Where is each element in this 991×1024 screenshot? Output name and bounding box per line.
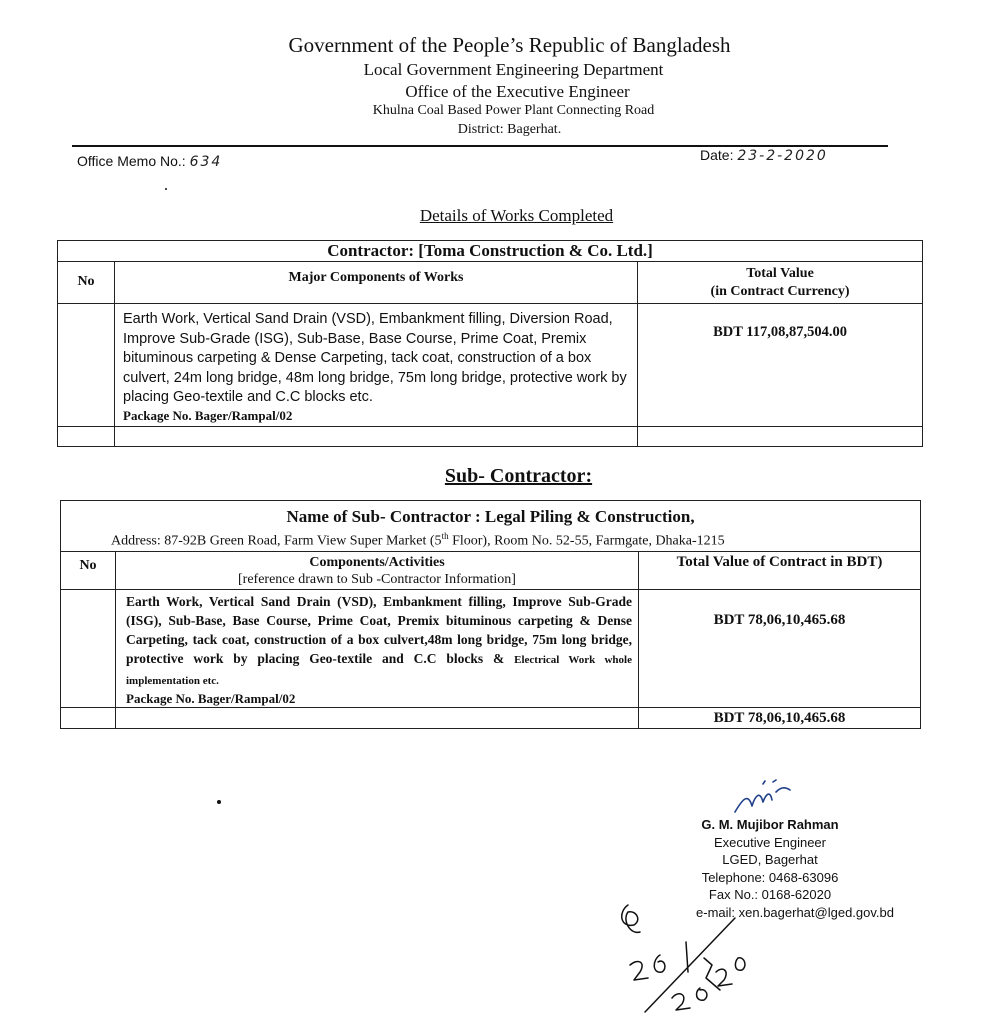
col-components-note: [reference drawn to Sub -Contractor Information] [238,571,516,587]
col-value-header-2: Total Value of Contract in BDT) [639,551,921,589]
address-prefix: Address: 87-92B Green Road, Farm View Super Market (5 [111,533,442,549]
signatory-email: e-mail: xen.bagerhat@lged.gov.bd [696,904,894,920]
signature-block [640,816,900,921]
col-no-header-2: No [61,551,116,589]
memo-number: 634 [189,154,223,170]
header-department: Local Government Engineering Department [363,60,664,79]
signatory-telephone: Telephone: 0468-63096 [701,869,839,885]
col-value-line2: (in Contract Currency) [710,284,850,299]
signatory-office: LGED, Bagerhat [722,852,818,867]
works-completed-title: Details of Works Completed [419,206,614,225]
grand-total-value: BDT 78,06,10,465.68 [639,707,921,728]
address-suffix: Floor), Room No. 52-55, Farmgate, Dhaka-1215 [448,533,725,549]
col-value-line1: Total Value [746,266,814,281]
signature-scribble [735,780,790,812]
header-office: Office of the Executive Engineer [405,82,630,101]
header-government: Government of the People’s Republic of Bangladesh [288,33,731,57]
initial-mark [622,905,640,932]
work-text: Earth Work, Vertical Sand Drain (VSD), Embankment filling, Diversion Road, Improve Sub-Grade (ISG), Sub-Base, Base Course, Prime Coat, Premix bituminous carpeting & Dense Carpeting, tack coat, construction of a box culvert, 24m long bridge, 48m long bridge, 75m long bridge, protective work by placing Geo-textile and C.C blocks etc. [123,311,627,405]
date-slash-line [645,918,735,1012]
date-label: Date: [700,147,734,163]
contractor-name: Contractor: [Toma Construction & Co. Ltd.] [58,241,923,262]
package-number: Package No. Bager/Rampal/02 [123,407,293,423]
date-value: 23-2-2020 [737,148,828,164]
sub-work-text-small: Electrical Work whole implementation etc. [126,653,632,687]
signatory-title: Executive Engineer [713,834,826,850]
address-sup: th [441,531,449,541]
sub-contractor-title: Sub- Contractor: [444,465,593,487]
header-district: District: Bagerhat. [457,122,562,137]
col-components-header: Major Components of Works [115,262,638,304]
sub-total-value: BDT 78,06,10,465.68 [639,589,921,707]
col-components-label: Components/Activities [309,554,445,570]
sub-package-number: Package No. Bager/Rampal/02 [126,690,296,706]
col-no-header: No [58,262,115,304]
memo-label: Office Memo No.: [77,153,186,169]
sub-contractor-name-line: Name of Sub- Contractor : Legal Piling & Construction, [286,507,695,526]
total-value: BDT 117,08,87,504.00 [638,304,923,427]
signatory-name: G. M. Mujibor Rahman [701,817,839,832]
header-project: Khulna Coal Based Power Plant Connecting Road [372,103,655,118]
signatory-fax: Fax No.: 0168-62020 [708,887,832,902]
sub-work-text: Earth Work, Vertical Sand Drain (VSD), Embankment filling, Improve Sub-Grade (ISG), Sub-Base, Base Course, Prime Coat, Premix bituminous carpeting & Dense Carpeting, tack coat, construction of a box culvert,48m long bridge, 75m long bridge, protective work by placing Geo-textile and C.C blocks & [126,593,632,666]
